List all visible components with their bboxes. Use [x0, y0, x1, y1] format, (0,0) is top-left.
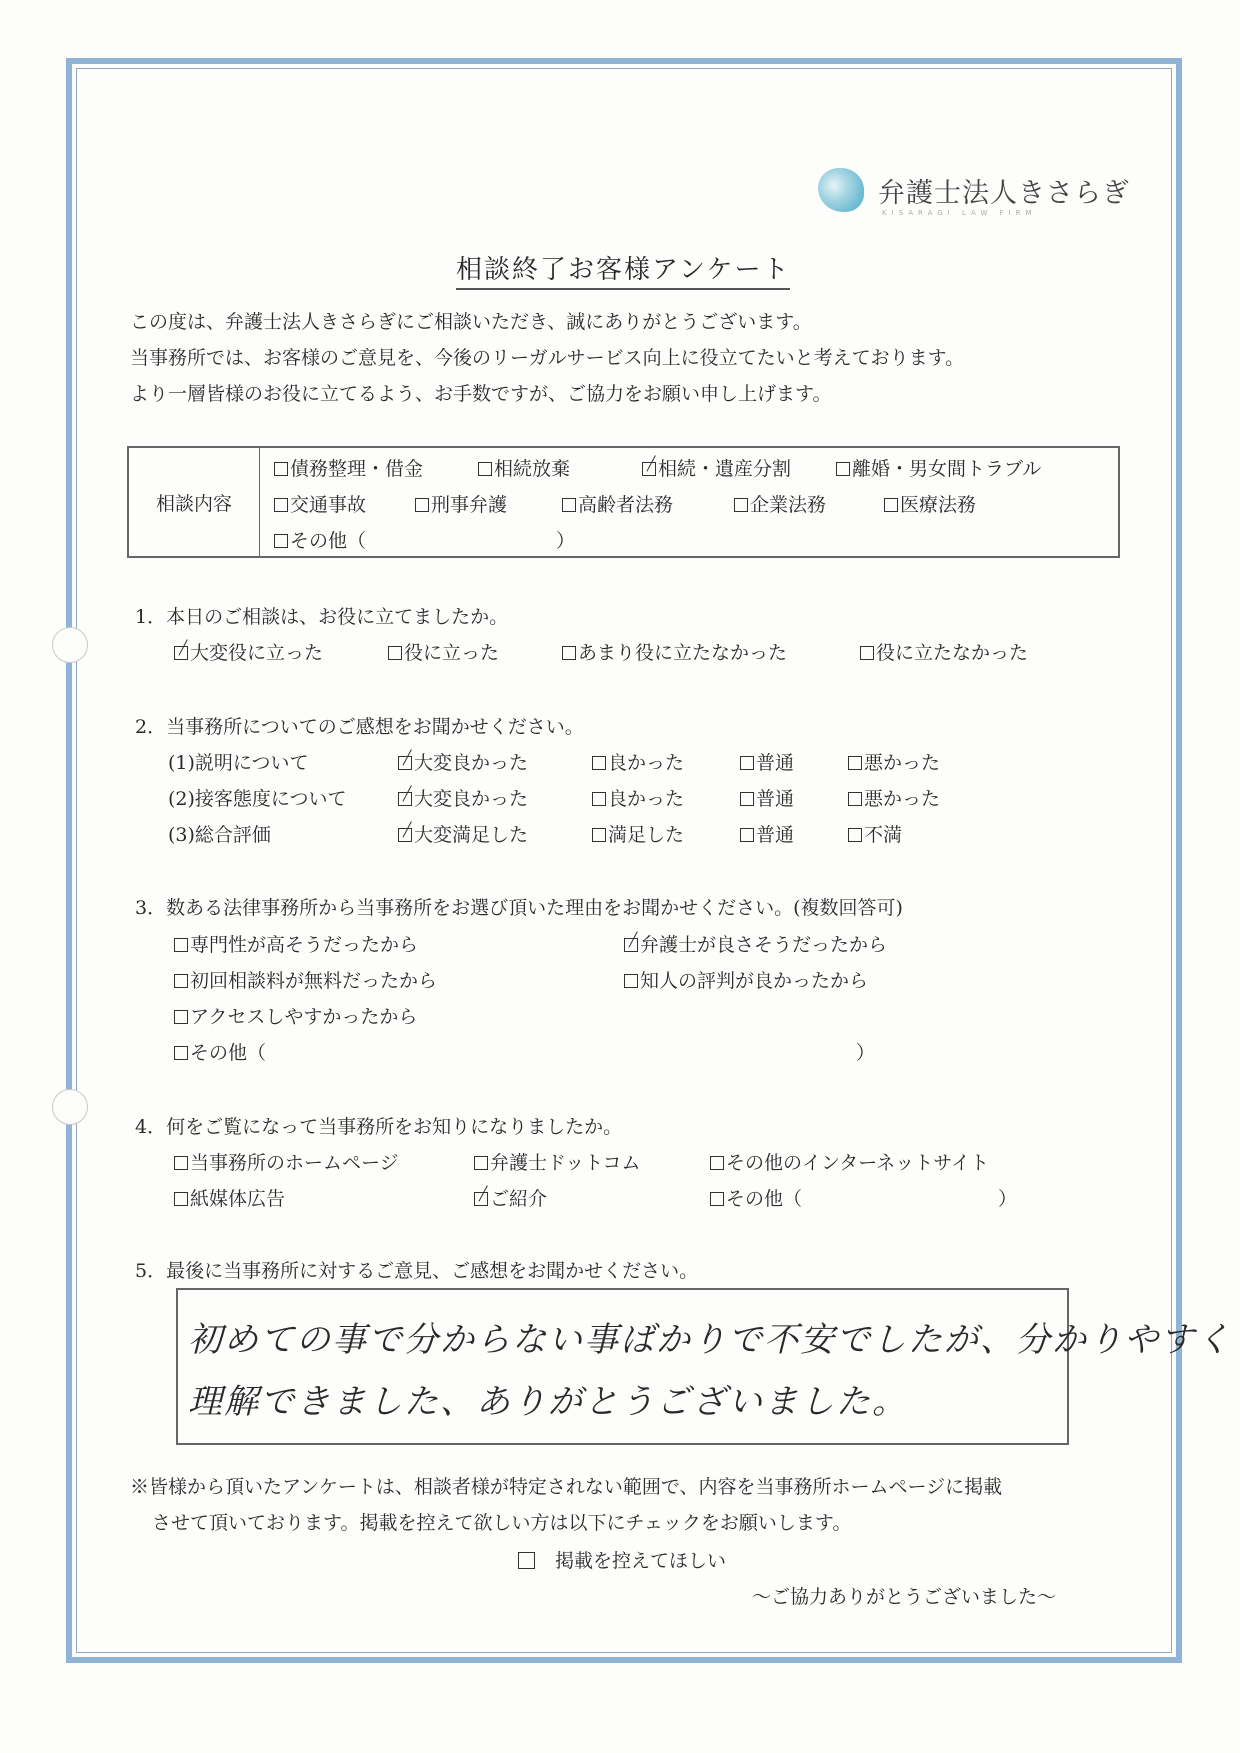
checkbox[interactable]	[836, 462, 850, 476]
paren-close: ）	[998, 1188, 1018, 1210]
checkbox[interactable]	[848, 792, 862, 806]
checkbox[interactable]	[562, 498, 576, 512]
optout-label: 掲載を控えてほしい	[555, 1550, 727, 1572]
q1-option[interactable]	[174, 638, 323, 665]
checkbox[interactable]	[848, 756, 862, 770]
option-label: その他（	[726, 1188, 803, 1210]
q2-option[interactable]	[398, 748, 528, 775]
optout-option[interactable]	[518, 1546, 726, 1573]
q4-option[interactable]	[174, 1148, 399, 1175]
q3-question: 3．数ある法律事務所から当事務所をお選び頂いた理由をお聞かせください。(複数回答可)	[135, 897, 903, 919]
checkbox[interactable]	[174, 1192, 188, 1206]
q4-question: 4．何をご覧になって当事務所をお知りになりましたか。	[135, 1116, 623, 1138]
checkbox[interactable]	[592, 756, 606, 770]
q4-option[interactable]	[710, 1148, 989, 1175]
option-label: アクセスしやすかったから	[190, 1006, 418, 1028]
checkbox-checked[interactable]	[398, 828, 412, 842]
paren-close: ）	[856, 1042, 876, 1064]
q3-option[interactable]	[174, 930, 418, 957]
option-label: 悪かった	[864, 752, 941, 774]
closing-message: 〜ご協力ありがとうございました〜	[752, 1586, 1057, 1608]
q2-row-label: (3)総合評価	[168, 824, 271, 846]
comment-textarea[interactable]	[176, 1288, 1232, 1445]
logo-flower-icon	[818, 168, 864, 212]
firm-subtitle: KISARAGI LAW FIRM	[882, 209, 1037, 217]
checkbox-checked[interactable]	[398, 792, 412, 806]
q5-question: 5．最後に当事務所に対するご意見、ご感想をお聞かせください。	[135, 1260, 699, 1282]
checkbox[interactable]	[415, 498, 429, 512]
checkbox-checked[interactable]	[174, 646, 188, 660]
q4-option[interactable]	[474, 1148, 640, 1175]
option-label: 満足した	[608, 824, 685, 846]
checkbox[interactable]	[562, 646, 576, 660]
checkbox-checked[interactable]	[624, 938, 638, 952]
checkbox[interactable]	[734, 498, 748, 512]
intro-line: 当事務所では、お客様のご意見を、今後のリーガルサービス向上に役立てたいと考えております。	[130, 347, 965, 369]
punch-hole-icon	[52, 627, 88, 663]
checkbox[interactable]	[592, 792, 606, 806]
q3-option[interactable]	[624, 930, 887, 957]
consult-option-medical[interactable]	[884, 490, 976, 517]
option-label: 知人の評判が良かったから	[640, 970, 869, 992]
q2-option[interactable]	[398, 784, 528, 811]
q2-option[interactable]	[592, 748, 684, 775]
checkbox[interactable]	[274, 462, 288, 476]
consult-option-other[interactable]	[274, 526, 575, 553]
q2-option[interactable]	[592, 820, 684, 847]
checkbox-checked[interactable]	[642, 462, 656, 476]
option-label: 不満	[864, 824, 903, 846]
option-label: 普通	[756, 824, 795, 846]
checkbox[interactable]	[860, 646, 874, 660]
option-label: あまり役に立たなかった	[578, 642, 788, 664]
option-label: 大変良かった	[414, 788, 529, 810]
checkbox[interactable]	[710, 1156, 724, 1170]
option-label: 当事務所のホームページ	[190, 1152, 399, 1174]
q3-option-other[interactable]	[174, 1038, 875, 1065]
q2-option[interactable]	[848, 820, 902, 847]
q2-option[interactable]	[848, 748, 940, 775]
option-label: 弁護士ドットコム	[490, 1152, 641, 1174]
survey-title: 相談終了お客様アンケート	[456, 249, 790, 290]
intro-line: より一層皆様のお役に立てるよう、お手数ですが、ご協力をお願い申し上げます。	[130, 383, 832, 405]
option-label: 良かった	[608, 752, 685, 774]
checkbox[interactable]	[740, 756, 754, 770]
option-label: 役に立たなかった	[876, 642, 1029, 664]
q1-question: 1．本日のご相談は、お役に立てましたか。	[135, 606, 509, 628]
q2-option[interactable]	[592, 784, 684, 811]
publication-notice-line: ※皆様から頂いたアンケートは、相談者様が特定されない範囲で、内容を当事務所ホームページに掲載	[130, 1476, 1003, 1498]
q4-option-other[interactable]	[710, 1184, 1017, 1211]
consult-option-elderly[interactable]	[562, 490, 673, 517]
q2-option[interactable]	[740, 748, 794, 775]
checkbox[interactable]	[274, 534, 288, 548]
consult-option-divorce[interactable]	[836, 454, 1041, 481]
checkbox[interactable]	[174, 938, 188, 952]
consult-option-criminal[interactable]	[415, 490, 507, 517]
q2-option[interactable]	[398, 820, 528, 847]
option-label: 相続放棄	[494, 458, 571, 480]
q2-row-label: (1)説明について	[168, 752, 309, 774]
publication-notice-line: させて頂いております。掲載を控えて欲しい方は以下にチェックをお願いします。	[152, 1512, 852, 1534]
option-label: 初回相談料が無料だったから	[190, 970, 438, 992]
checkbox[interactable]	[174, 1046, 188, 1060]
option-label: 大変満足した	[414, 824, 529, 846]
q2-option[interactable]	[740, 784, 794, 811]
option-label: 専門性が高そうだったから	[190, 934, 419, 956]
q3-option[interactable]	[174, 1002, 417, 1029]
checkbox[interactable]	[474, 1156, 488, 1170]
q1-option[interactable]	[860, 638, 1028, 665]
consult-option-renunciation[interactable]	[478, 454, 570, 481]
consult-option-debt[interactable]	[274, 454, 423, 481]
checkbox[interactable]	[740, 828, 754, 842]
consult-option-traffic[interactable]	[274, 490, 366, 517]
option-label: 相続・遺産分割	[658, 458, 792, 480]
firm-logo	[818, 168, 1130, 212]
checkbox-checked[interactable]	[474, 1192, 488, 1206]
option-label: ご紹介	[490, 1188, 548, 1210]
option-label: 大変良かった	[414, 752, 529, 774]
q4-option[interactable]	[174, 1184, 285, 1211]
checkbox[interactable]	[174, 1010, 188, 1024]
consult-option-inheritance[interactable]	[642, 454, 791, 481]
q2-option[interactable]	[740, 820, 794, 847]
checkbox[interactable]	[388, 646, 402, 660]
handwritten-comment-line: 理解できました、ありがとうございました。	[188, 1382, 908, 1422]
optout-checkbox[interactable]	[518, 1552, 535, 1569]
option-label: 離婚・男女間トラブル	[852, 458, 1042, 480]
option-label: 紙媒体広告	[190, 1188, 286, 1210]
intro-line: この度は、弁護士法人きさらぎにご相談いただき、誠にありがとうございます。	[130, 311, 812, 333]
option-label: 普通	[756, 752, 795, 774]
option-label: その他（	[290, 530, 367, 552]
q3-option[interactable]	[624, 966, 868, 993]
option-label: 弁護士が良さそうだったから	[640, 934, 888, 956]
punch-hole-icon	[52, 1089, 88, 1125]
checkbox[interactable]	[848, 828, 862, 842]
option-label: 大変役に立った	[190, 642, 324, 664]
option-label: 役に立った	[404, 642, 500, 664]
consultation-options	[260, 448, 1118, 556]
option-label: その他（	[190, 1042, 267, 1064]
q2-option[interactable]	[848, 784, 940, 811]
option-label: 刑事弁護	[431, 494, 508, 516]
consult-option-corporate[interactable]	[734, 490, 826, 517]
consultation-label: 相談内容	[129, 448, 260, 556]
option-label: 悪かった	[864, 788, 941, 810]
option-label: 医療法務	[900, 494, 977, 516]
checkbox[interactable]	[740, 792, 754, 806]
consultation-type-table	[127, 446, 1120, 558]
q2-question: 2．当事務所についてのご感想をお聞かせください。	[135, 716, 584, 738]
handwritten-comment-line: 初めての事で分からない事ばかりで不安でしたが、分かりやすく	[188, 1320, 1232, 1360]
checkbox[interactable]	[710, 1192, 724, 1206]
checkbox-checked[interactable]	[398, 756, 412, 770]
checkbox[interactable]	[884, 498, 898, 512]
checkbox[interactable]	[174, 974, 188, 988]
option-label: 高齢者法務	[578, 494, 674, 516]
option-label: その他のインターネットサイト	[726, 1152, 989, 1174]
option-label: 債務整理・借金	[290, 458, 424, 480]
checkbox[interactable]	[174, 1156, 188, 1170]
q2-row-label: (2)接客態度について	[168, 788, 347, 810]
checkbox[interactable]	[478, 462, 492, 476]
option-label: 良かった	[608, 788, 685, 810]
option-label: 交通事故	[290, 494, 367, 516]
q4-option[interactable]	[474, 1184, 547, 1211]
q1-option[interactable]	[388, 638, 499, 665]
paren-close: ）	[556, 530, 576, 552]
firm-name: 弁護士法人きさらぎ	[878, 177, 1130, 209]
checkbox[interactable]	[274, 498, 288, 512]
checkbox[interactable]	[624, 974, 638, 988]
q1-option[interactable]	[562, 638, 787, 665]
q3-option[interactable]	[174, 966, 437, 993]
option-label: 普通	[756, 788, 795, 810]
option-label: 企業法務	[750, 494, 827, 516]
checkbox[interactable]	[592, 828, 606, 842]
